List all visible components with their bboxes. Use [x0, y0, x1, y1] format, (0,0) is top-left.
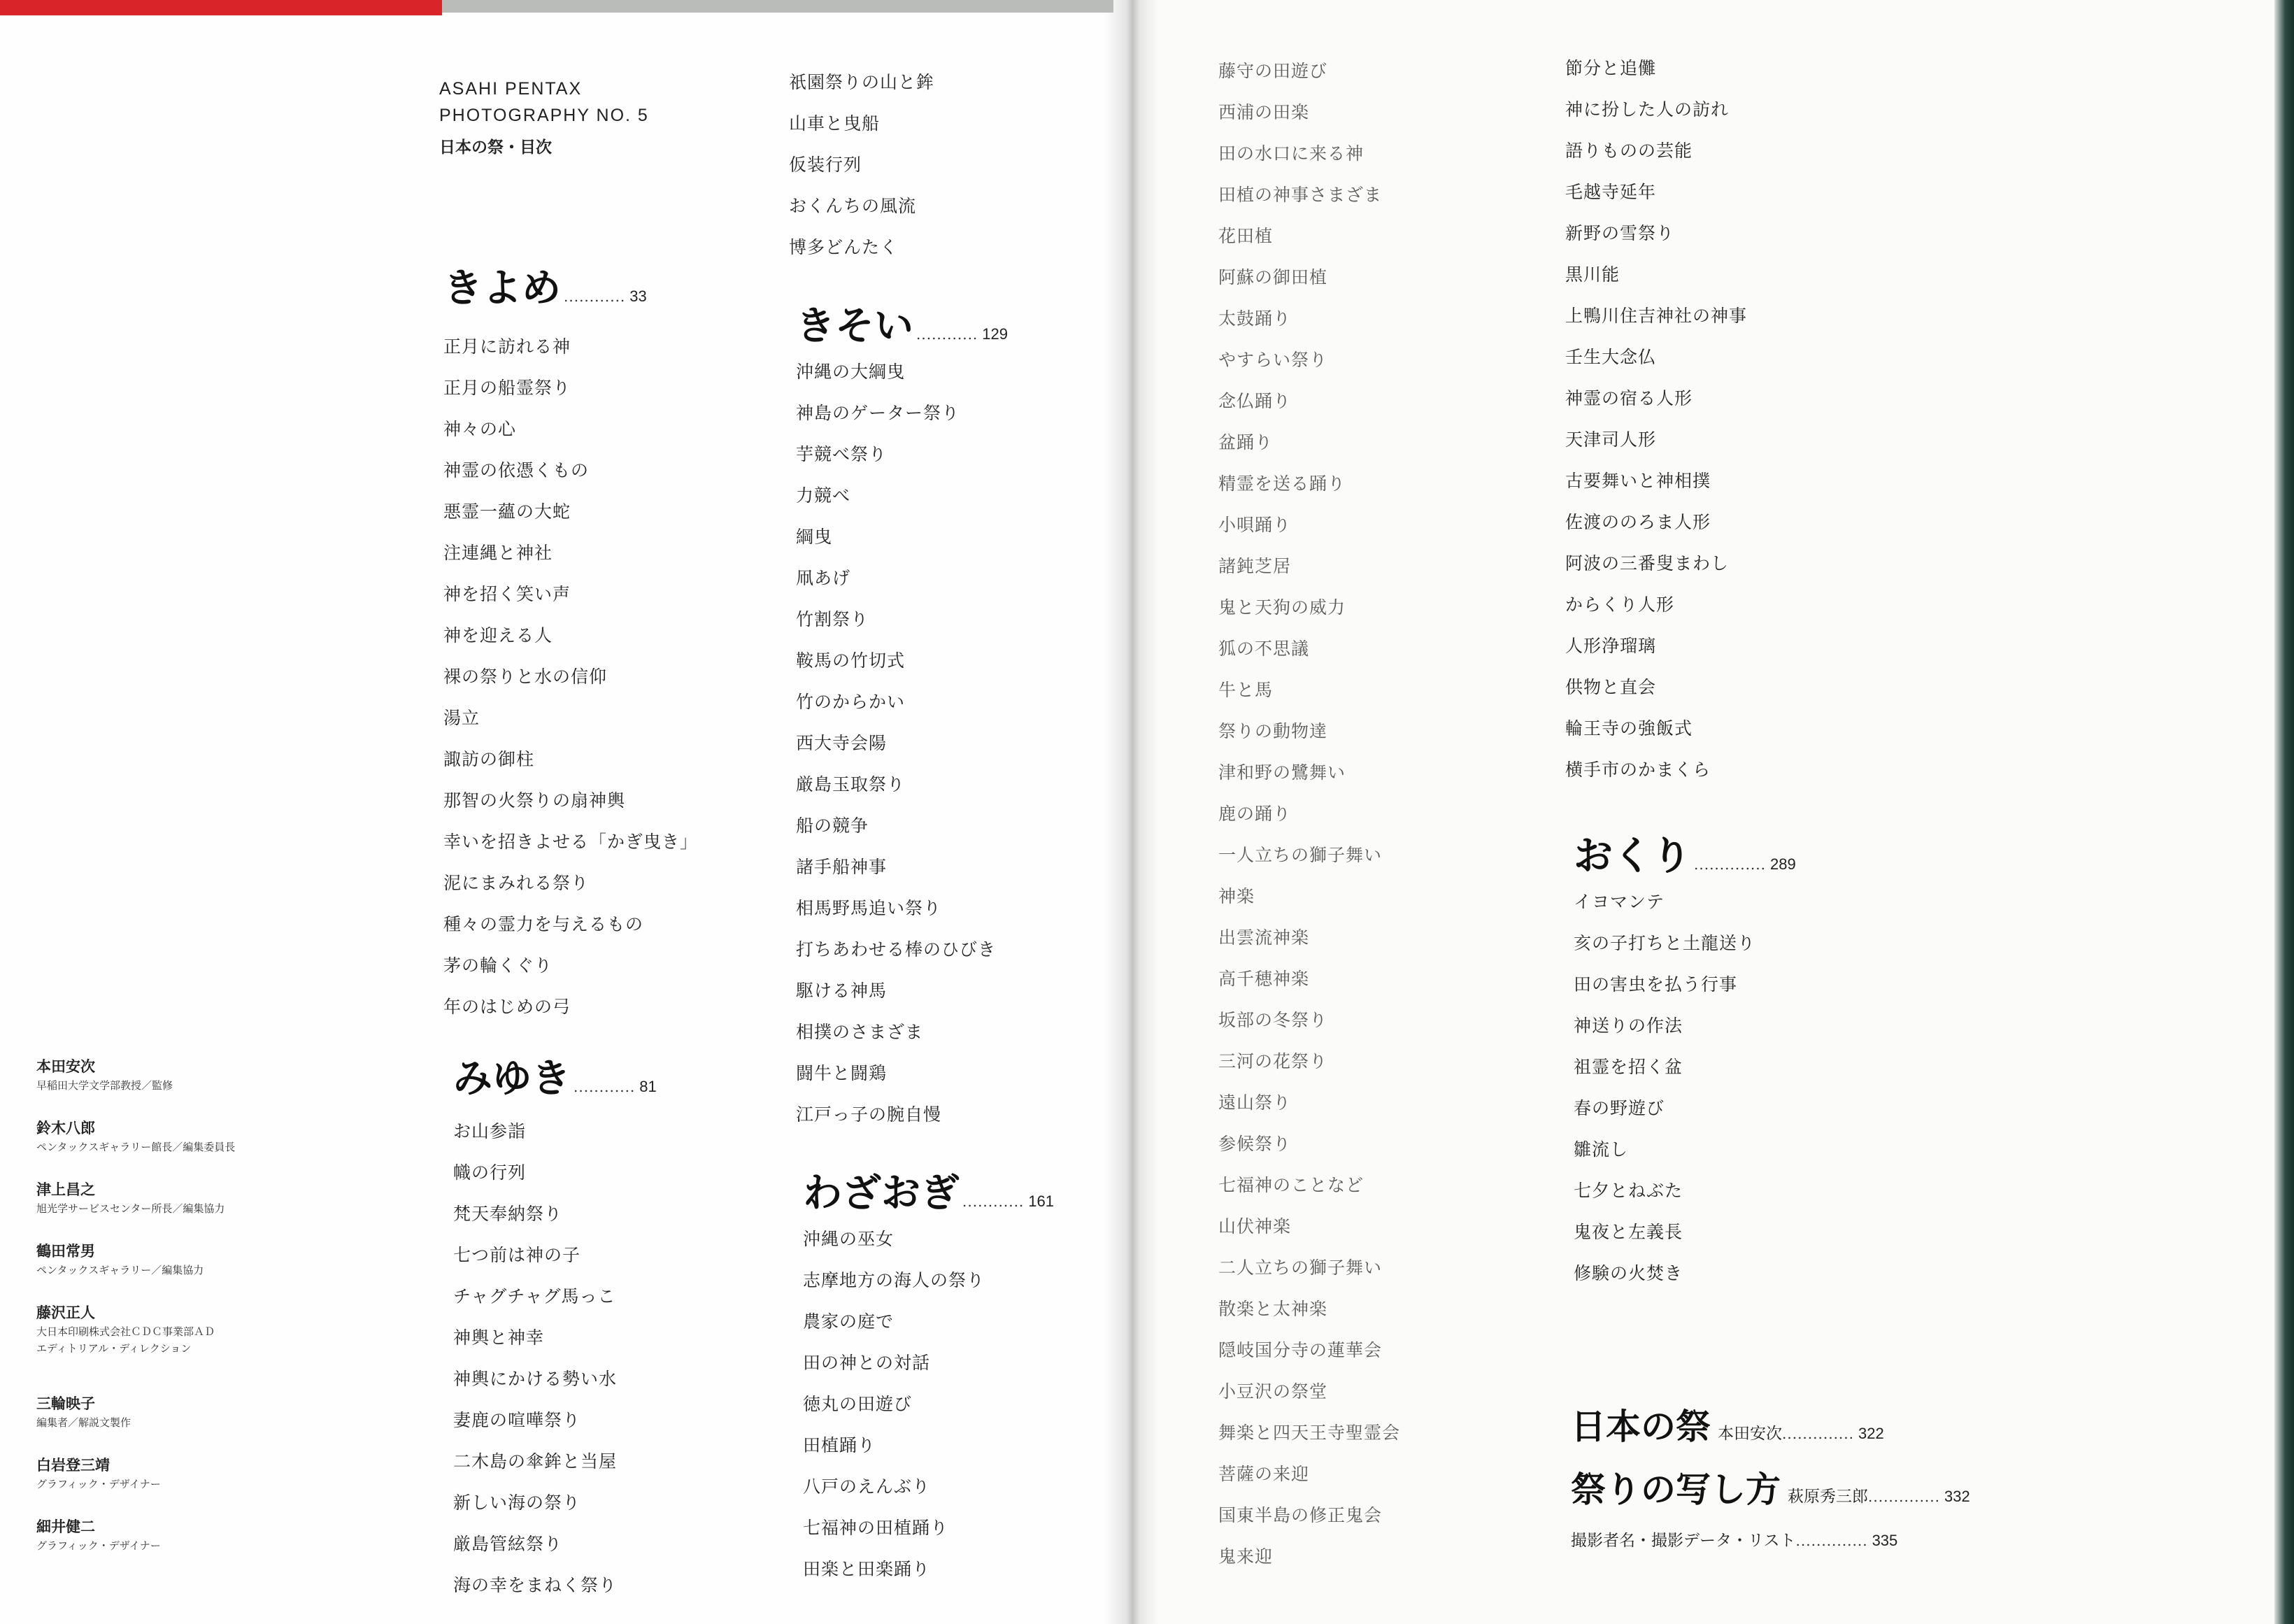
grey-cover-strip	[442, 0, 1113, 13]
staff-member	[36, 1516, 400, 1554]
toc-item: 田の水口に来る神	[1218, 143, 1365, 164]
toc-item: 那智の火祭りの扇神輿	[443, 790, 626, 811]
closing-entries	[1571, 1399, 2144, 1563]
toc-item: 精霊を送る踊り	[1218, 473, 1346, 494]
toc-item: 幸いを招きよせる「かぎ曳き」	[443, 832, 699, 852]
staff-name: 鈴木八郎	[36, 1119, 95, 1137]
page-number: 289	[1770, 855, 1796, 873]
toc-item: 悪霊一蘊の大蛇	[443, 501, 571, 522]
toc-item: 八戸のえんぶり	[803, 1476, 931, 1497]
essay-title: 祭りの写し方	[1571, 1469, 1781, 1510]
page-number: 33	[629, 287, 647, 305]
toc-item: 正月の船霊祭り	[443, 378, 571, 398]
toc-item: 横手市のかまくら	[1565, 760, 1711, 780]
leader-dots: ..............	[1694, 856, 1767, 873]
toc-item: 藤守の田遊び	[1218, 61, 1328, 81]
toc-item: 鬼夜と左義長	[1574, 1222, 1683, 1242]
toc-item: おくんちの風流	[789, 196, 917, 216]
toc-item: 参候祭り	[1218, 1134, 1292, 1154]
staff-role-secondary: エディトリアル・ディレクション	[36, 1342, 192, 1355]
brand-line-2: PHOTOGRAPHY NO. 5	[439, 106, 649, 125]
section-item-list	[796, 351, 1008, 1135]
toc-item: 茅の輪くぐり	[443, 955, 553, 976]
staff-member	[36, 1393, 400, 1431]
section-item-list	[443, 326, 698, 1027]
toc-item: 一人立ちの獅子舞い	[1218, 845, 1383, 865]
section-wazaogi	[803, 1162, 1054, 1590]
toc-item: 念仏踊り	[1218, 391, 1292, 411]
toc-item: 出雲流神楽	[1218, 927, 1310, 948]
toc-item: 裸の祭りと水の信仰	[443, 667, 608, 687]
toc-item: 厳島管絃祭り	[453, 1534, 563, 1554]
toc-item: 七夕とねぶた	[1574, 1181, 1683, 1201]
section-item-list	[1574, 881, 1796, 1294]
toc-item: 神楽	[1218, 886, 1255, 906]
toc-item: 船の競争	[796, 815, 869, 836]
toc-item: 神輿にかける勢い水	[453, 1369, 618, 1389]
toc-item: 田植踊り	[803, 1435, 876, 1455]
staff-role: 大日本印刷株式会社ＣＤＣ事業部ＡＤ	[36, 1325, 215, 1338]
toc-item: 神霊の宿る人形	[1565, 388, 1693, 408]
toc-item: 西大寺会陽	[796, 733, 888, 753]
toc-item: 厳島玉取祭り	[796, 774, 906, 795]
toc-item: 田の害虫を払う行事	[1574, 974, 1738, 995]
staff-name: 細井健二	[36, 1518, 95, 1535]
toc-item: 太鼓踊り	[1218, 308, 1292, 329]
toc-subtitle: 日本の祭・目次	[439, 138, 552, 156]
section-title: みゆき	[453, 1056, 571, 1102]
staff-name: 藤沢正人	[36, 1304, 95, 1321]
toc-item: 山伏神楽	[1218, 1216, 1292, 1237]
staff-role: ペンタックスギャラリー／編集協力	[36, 1264, 204, 1276]
toc-item: 打ちあわせる棒のひびき	[796, 939, 997, 960]
staff-member	[36, 1056, 400, 1094]
toc-item: チャグチャグ馬っこ	[453, 1286, 616, 1306]
toc-item: 仮装行列	[789, 155, 862, 175]
toc-item: 七福神のことなど	[1218, 1175, 1365, 1195]
toc-item: 力競べ	[796, 485, 851, 506]
toc-item: 神送りの作法	[1574, 1016, 1683, 1036]
toc-item: お山参詣	[453, 1121, 527, 1141]
page-number: 322	[1858, 1425, 1884, 1442]
toc-item: 三河の花祭り	[1218, 1051, 1328, 1071]
staff-name: 鶴田常男	[36, 1242, 95, 1260]
toc-item: 泥にまみれる祭り	[443, 873, 590, 893]
toc-item: 芋競べ祭り	[796, 444, 888, 464]
book-gutter	[1104, 0, 1160, 1624]
toc-item: 阿波の三番叟まわし	[1565, 553, 1730, 574]
brand-line-1: ASAHI PENTAX	[439, 79, 583, 99]
toc-item: 黒川能	[1565, 264, 1620, 285]
toc-item: 竹割祭り	[796, 609, 869, 629]
staff-name: 本田安次	[36, 1057, 95, 1075]
toc-item: 佐渡ののろま人形	[1565, 512, 1711, 532]
toc-item: 天津司人形	[1565, 429, 1657, 450]
toc-item: 高千穂神楽	[1218, 969, 1310, 989]
section-title: きそい	[796, 304, 913, 349]
toc-item: 綱曳	[796, 527, 833, 547]
toc-item: 海の幸をまねく祭り	[453, 1575, 618, 1595]
staff-member	[36, 1179, 400, 1217]
staff-member	[36, 1455, 400, 1493]
section-heading	[803, 1162, 1054, 1218]
toc-item: 遠山祭り	[1218, 1092, 1292, 1113]
toc-item: 祖霊を招く盆	[1574, 1057, 1683, 1077]
toc-item: 国東半島の修正鬼会	[1218, 1505, 1383, 1525]
staff-member	[36, 1118, 400, 1155]
staff-member	[36, 1241, 400, 1278]
section-heading	[453, 1048, 657, 1104]
toc-item: やすらい祭り	[1218, 350, 1328, 370]
toc-item: 語りものの芸能	[1565, 141, 1693, 161]
toc-item: 神輿と神幸	[453, 1327, 545, 1348]
leader-dots: ............	[916, 326, 978, 343]
toc-item: 二木島の傘鉾と当屋	[453, 1451, 618, 1472]
staff-name: 津上昌之	[36, 1181, 95, 1198]
toc-item: 相撲のさまざま	[796, 1022, 924, 1042]
toc-item: 節分と追儺	[1565, 58, 1657, 78]
toc-item: 年のはじめの弓	[443, 997, 571, 1017]
toc-item: 正月に訪れる神	[443, 336, 571, 357]
toc-item: 隠岐国分寺の蓮華会	[1218, 1340, 1383, 1360]
page-number: 129	[982, 325, 1009, 343]
toc-item: 津和野の鷺舞い	[1218, 762, 1346, 783]
toc-item: 毛越寺延年	[1565, 182, 1657, 202]
section-heading	[796, 295, 1008, 351]
toc-item: 神々の心	[443, 419, 517, 439]
toc-item: 妻鹿の喧嘩祭り	[453, 1410, 581, 1430]
leader-dots: ............	[574, 1078, 636, 1095]
toc-item: 神島のゲーター祭り	[796, 403, 960, 423]
toc-item: 人形浄瑠璃	[1565, 636, 1657, 656]
toc-item: 志摩地方の海人の祭り	[803, 1270, 985, 1290]
section-wazaogi-continued-1	[1218, 50, 1400, 1577]
toc-item: 菩薩の来迎	[1218, 1464, 1310, 1484]
toc-item: 上鴨川住吉神社の神事	[1565, 306, 1748, 326]
staff-role: ペンタックスギャラリー館長／編集委員長	[36, 1141, 236, 1153]
section-okuri	[1574, 825, 1796, 1294]
staff-role: 旭光学サービスセンター所長／編集協力	[36, 1202, 225, 1215]
leader-dots: ............	[962, 1193, 1025, 1210]
toc-item: 鹿の踊り	[1218, 804, 1292, 824]
essay-author: 萩原秀三郎	[1788, 1488, 1868, 1506]
toc-item: 種々の霊力を与えるもの	[443, 914, 644, 934]
toc-item: 花田植	[1218, 226, 1274, 246]
toc-item: 諸手船神事	[796, 857, 888, 877]
toc-item: 鬼と天狗の威力	[1218, 597, 1346, 618]
page-number: 161	[1028, 1192, 1055, 1210]
toc-item: 七つ前は神の子	[453, 1245, 581, 1265]
toc-item: 坂部の冬祭り	[1218, 1010, 1328, 1030]
staff-role: 早稲田大学文学部教授／監修	[36, 1079, 173, 1092]
toc-item: 田植の神事さまざま	[1218, 185, 1383, 205]
toc-item: 神に扮した人の訪れ	[1565, 99, 1730, 120]
photo-data-entry	[1571, 1527, 2144, 1551]
staff-name: 三輪映子	[36, 1395, 95, 1412]
toc-item: 注連縄と神社	[443, 543, 553, 563]
toc-item: 春の野遊び	[1574, 1098, 1665, 1118]
toc-item: 二人立ちの獅子舞い	[1218, 1258, 1383, 1278]
leader-dots: ..............	[1782, 1425, 1855, 1442]
section-title: きよめ	[443, 266, 561, 311]
staff-member	[36, 1302, 400, 1357]
section-item-list	[803, 1218, 1054, 1590]
page-number: 332	[1944, 1488, 1970, 1505]
toc-item: 新しい海の祭り	[453, 1493, 581, 1513]
toc-item: 凧あげ	[796, 568, 851, 588]
toc-item: 相馬野馬追い祭り	[796, 898, 942, 918]
toc-item: 祇園祭りの山と鉾	[789, 72, 935, 92]
section-miyuki	[453, 1048, 657, 1606]
red-cover-strip	[0, 0, 442, 15]
essay-author: 本田安次	[1718, 1425, 1782, 1443]
toc-item: 亥の子打ちと土龍送り	[1574, 933, 1756, 953]
toc-item: 農家の庭で	[803, 1311, 895, 1332]
section-kiyome	[443, 257, 698, 1027]
toc-item: 湯立	[443, 708, 480, 728]
toc-item: 駆ける神馬	[796, 981, 888, 1001]
toc-item: 修験の火焚き	[1574, 1263, 1683, 1283]
toc-item: 牛と馬	[1218, 680, 1274, 700]
toc-item: 神霊の依憑くもの	[443, 460, 590, 480]
section-miyuki-continued	[789, 62, 934, 268]
toc-item: 田楽と田楽踊り	[803, 1559, 931, 1579]
page-number: 81	[639, 1078, 657, 1095]
toc-item: イヨマンテ	[1574, 892, 1665, 912]
essay-title: 日本の祭	[1571, 1406, 1711, 1447]
toc-item: 沖縄の大綱曳	[796, 362, 906, 382]
section-wazaogi-continued-2	[1565, 48, 1747, 790]
toc-item: 七福神の田植踊り	[803, 1518, 949, 1538]
toc-item: 雛流し	[1574, 1139, 1629, 1160]
toc-item: 輪王寺の強飯式	[1565, 718, 1693, 739]
toc-item: 新野の雪祭り	[1565, 223, 1675, 243]
toc-item: 小唄踊り	[1218, 515, 1292, 535]
staff-role: グラフィック・デザイナー	[36, 1539, 161, 1552]
section-kisoi	[796, 295, 1008, 1135]
leader-dots: ..............	[1795, 1532, 1868, 1549]
toc-item: 鬼来迎	[1218, 1546, 1274, 1567]
photo-data-title: 撮影者名・撮影データ・リスト	[1571, 1532, 1796, 1550]
toc-item: 古要舞いと神相撲	[1565, 471, 1711, 491]
toc-item: 舞楽と四天王寺聖霊会	[1218, 1423, 1401, 1443]
section-heading	[443, 257, 698, 313]
toc-item: 神を招く笑い声	[443, 584, 571, 604]
toc-item: 闘牛と闘鶏	[796, 1063, 888, 1083]
brand-block	[439, 76, 649, 129]
essay-entry	[1571, 1462, 2144, 1512]
toc-item: 供物と直会	[1565, 677, 1657, 697]
toc-item: 神を迎える人	[443, 625, 553, 646]
staff-role: 編集者／解説文製作	[36, 1416, 131, 1429]
toc-item: 狐の不思議	[1218, 639, 1310, 659]
section-title: わざおぎ	[803, 1171, 960, 1216]
leader-dots: ..............	[1868, 1488, 1941, 1505]
section-item-list	[453, 1111, 657, 1606]
toc-item: 田の神との対話	[803, 1353, 931, 1373]
toc-item: 西浦の田楽	[1218, 102, 1310, 122]
toc-item: 小豆沢の祭堂	[1218, 1381, 1328, 1402]
toc-item: 梵天奉納祭り	[453, 1204, 563, 1224]
staff-credits	[36, 1056, 400, 1578]
staff-role: グラフィック・デザイナー	[36, 1478, 161, 1490]
toc-item: 散楽と太神楽	[1218, 1299, 1328, 1319]
toc-item: 阿蘇の御田植	[1218, 267, 1328, 287]
toc-item: からくり人形	[1565, 594, 1675, 615]
toc-item: 鞍馬の竹切式	[796, 650, 906, 671]
leader-dots: ............	[564, 288, 626, 305]
toc-item: 山車と曳船	[789, 113, 881, 134]
cover-edge	[2274, 0, 2294, 1624]
page-number: 335	[1872, 1532, 1898, 1549]
toc-item: 諸鈍芝居	[1218, 556, 1292, 576]
toc-item: 盆踊り	[1218, 432, 1274, 453]
toc-item: 徳丸の田遊び	[803, 1394, 913, 1414]
essay-entry	[1571, 1399, 2144, 1449]
toc-item: 沖縄の巫女	[803, 1229, 895, 1249]
section-title: おくり	[1574, 834, 1691, 879]
toc-item: 祭りの動物達	[1218, 721, 1328, 741]
section-heading	[1574, 825, 1796, 881]
staff-name: 白岩登三靖	[36, 1456, 110, 1474]
toc-item: 諏訪の御柱	[443, 749, 535, 769]
toc-item: 江戸っ子の腕自慢	[796, 1104, 942, 1125]
toc-item: 竹のからかい	[796, 692, 906, 712]
toc-item: 幟の行列	[453, 1162, 527, 1183]
toc-item: 博多どんたく	[789, 237, 899, 257]
toc-item: 壬生大念仏	[1565, 347, 1657, 367]
